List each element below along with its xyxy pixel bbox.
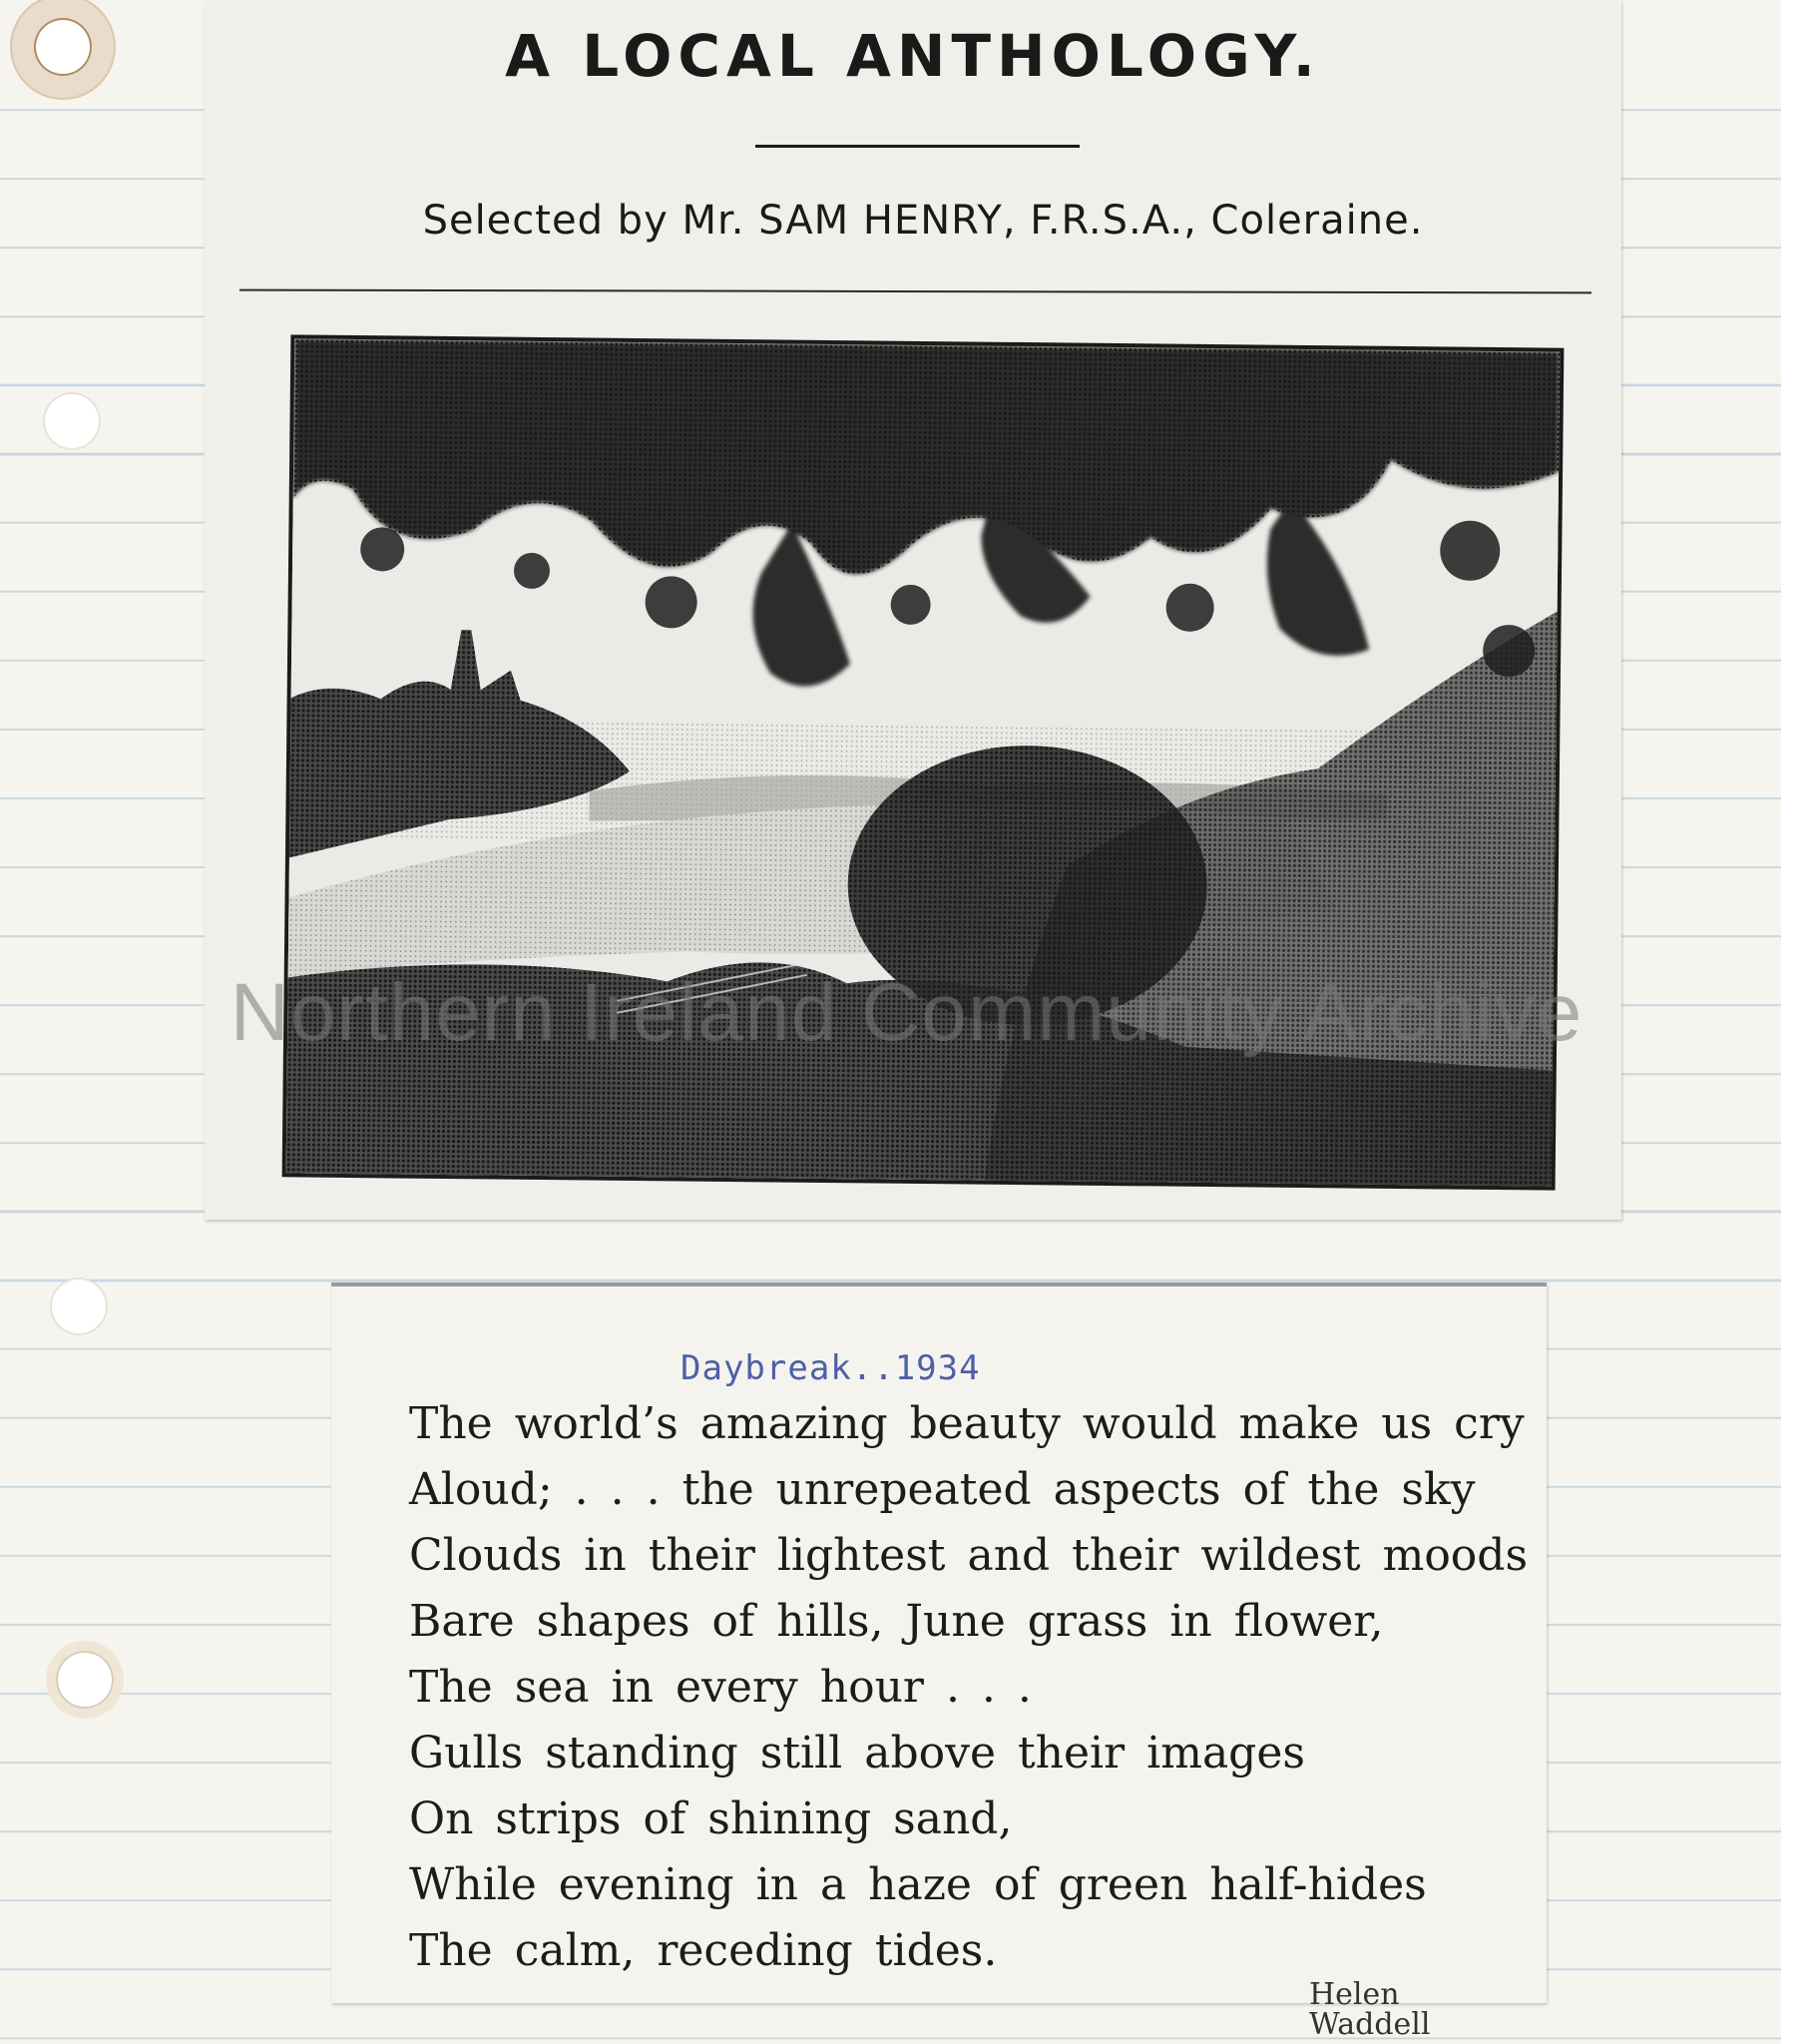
punch-hole-torn [56,1651,114,1709]
poem-line: The sea in every hour . . . [409,1662,1032,1713]
byline-divider [239,289,1591,294]
poem-line: On strips of shining sand, [409,1793,1013,1844]
halftone-river-landscape-photo-icon [286,338,1561,1186]
punch-hole [50,1278,108,1335]
page-edge [1781,0,1813,2044]
cut-off-author-fragment: Helen Waddell [1309,1977,1431,2042]
poem-line: The calm, receding tides. [409,1925,998,1976]
poem-body [409,1391,1528,1984]
heading-divider [755,145,1080,148]
archive-watermark: Northern Ireland Community Archive [229,967,1584,1058]
poem-line: Aloud; . . . the unrepeated aspects of the sky [409,1464,1476,1515]
poem-line: While evening in a haze of green half-hides [409,1859,1427,1910]
poem-line: The world’s amazing beauty would make us cry [409,1398,1525,1449]
selector-byline: Selected by Mr. SAM HENRY, F.R.S.A., Coleraine. [422,198,1424,244]
poem-line: Bare shapes of hills, June grass in flower, [409,1596,1384,1647]
poem-line: Gulls standing still above their images [409,1728,1305,1779]
poem-clipping [331,1282,1547,2042]
poem-line: Clouds in their lightest and their wildest moods [409,1530,1529,1581]
punch-hole [43,392,101,450]
anthology-heading: A LOCAL ANTHOLOGY. [505,22,1321,90]
river-landscape-photo [282,334,1565,1190]
poem-title: Daybreak..1934 [680,1348,981,1388]
punch-hole-reinforced [34,18,92,76]
newspaper-clipping-header [205,0,1621,1220]
